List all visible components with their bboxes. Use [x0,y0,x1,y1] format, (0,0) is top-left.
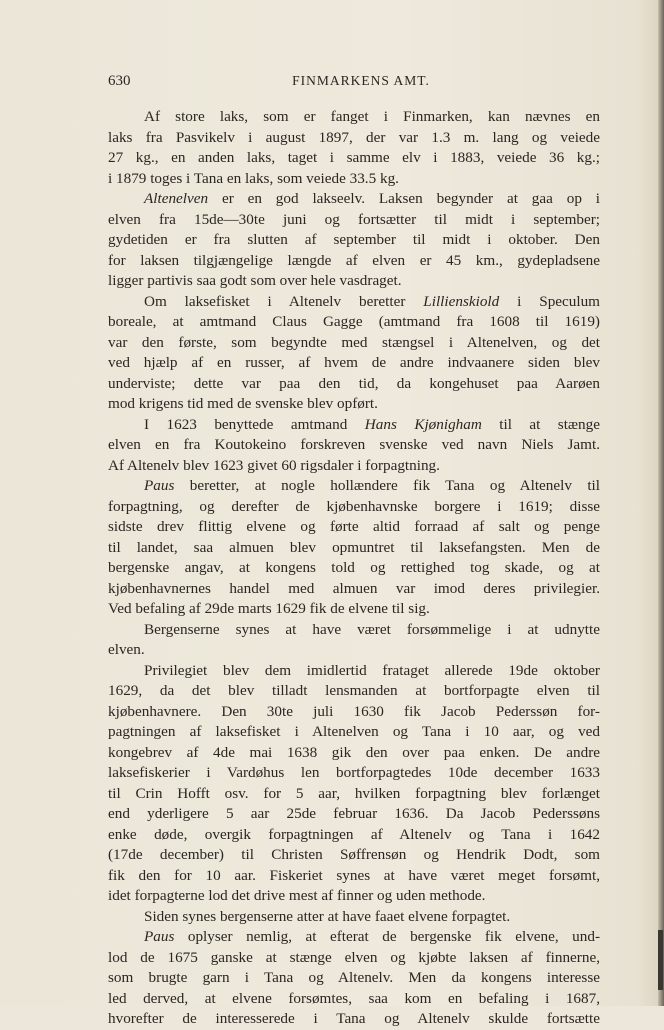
text-line: fik den for 10 aar. Fiskeriet synes at have været meget forsømt, [108,866,600,884]
text-segment: oplyser nemlig, at efterat de bergenske fik elvene, und- [174,928,600,945]
text-line: kjøbenhavnere. Den 30te juli 1630 fik Jacob Pederssøn for- [108,702,600,720]
text-line: elven. [108,641,145,658]
text-line: mod krigens tid med de svenske blev opført. [108,395,378,412]
text-line: elven en fra Koutokeino forskreven svenske ved navn Niels Jamt. [108,436,600,453]
page-header [108,73,600,93]
page-number: 630 [108,73,131,89]
text-line [108,927,600,948]
text-segment: Om laksefisket i Altenelv beretter [144,292,424,310]
text-line: Bergenserne synes at have været forsømmelige i at udnytte [144,620,600,638]
text-line [108,415,600,436]
text-line: lod de 1675 ganske at stænge elven og kjøbte laksen af finnerne, [108,948,600,966]
text-line: led derved, at elvene forsømtes, saa kom en befaling i 1687, [108,989,600,1007]
text-line: var den første, som begyndte med stængsel i Altenelven, og det [108,333,600,351]
text-line: i 1879 toges i Tana en laks, som veiede 33.5 kg. [108,169,399,187]
text-segment: er en god lakseelv. Laksen begynder at gaa op i [208,190,600,207]
body-text [108,107,600,1030]
text-line: for laksen tilgjængelige længde af elven er 45 km., gydepladsene [108,251,600,269]
running-title: FINMARKENS AMT. [292,73,430,88]
text-line: underviste; dette var paa den tid, da kongehuset paa Aarøen [108,374,600,392]
page-edge-mark [658,930,663,990]
page-edge [658,0,664,1006]
text-line: gydetiden er fra slutten af september til midt i oktober. Den [108,231,600,248]
text-line: elven fra 15de—30te juni og fortsætter til midt i september; [108,210,600,228]
text-line: idet forpagterne lod det drive mest af finner og uden methode. [108,887,486,904]
text-line: laksefiskerier i Vardøhus len bortforpagtedes 10de december 1633 [108,764,600,781]
text-line: Af Altenelv blev 1623 givet 60 rigsdaler i forpagtning. [108,456,440,474]
text-line: laks fra Pasvikelv i august 1897, der var 1.3 m. lang og veiede [108,128,600,146]
text-line: enke døde, overgik forpagtningen af Altenelv og Tana i 1642 [108,825,600,843]
text-line: 27 kg., en anden laks, taget i samme elv i 1883, veiede 36 kg.; [108,149,600,166]
italic-name: Hans Kjønigham [364,415,482,433]
text-line: Privilegiet blev dem imidlertid frataget allerede 19de oktober [144,661,600,679]
text-line: pagtningen af laksefisket i Altenelven og Tana i 10 aar, og ved [108,723,600,740]
text-line: Af store laks, som er fanget i Finmarken, kan nævnes en [144,108,600,125]
italic-name: Altenelven [144,190,209,207]
text-line [108,189,600,210]
text-line: 1629, da det blev tilladt lensmanden at bortforpagte elven til [108,682,600,699]
text-line [108,476,600,497]
text-line: Ved befaling af 29de marts 1629 fik de elvene til sig. [108,600,430,617]
text-line: kongebrev af 4de mai 1638 gik den over paa enken. De andre [108,743,600,761]
text-line: Siden synes bergenserne atter at have faaet elvene forpagtet. [144,907,511,925]
italic-name: Paus [144,477,175,494]
text-line: ligger partivis saa godt som over hele vasdraget. [108,272,402,289]
text-line: (17de december) til Christen Søffrensøn og Hendrik Dodt, som [108,846,600,863]
text-line: hvorefter de interesserede i Tana og Altenelv skulde fortsætte [108,1010,600,1027]
text-segment: til at stænge [481,415,600,433]
text-segment: I 1623 benyttede amtmand [144,415,365,433]
text-segment: beretter, at nogle hollændere fik Tana og Altenelv til [174,477,600,494]
text-line: til Crin Hofft osv. for 5 aar, hvilken forpagtning blev forlænget [108,784,600,802]
italic-name: Paus [144,928,175,945]
text-line: boreale, at amtmand Claus Gagge (amtmand fra 1608 til 1619) [108,313,600,330]
text-line: bergenske angav, at kongens told og rettighed tog skade, og at [108,559,600,576]
text-line: sidste drev flittig elvene og førte altid forraad af salt og penge [108,518,600,535]
text-line [108,292,600,313]
text-line: kjøbenhavnernes handel med almuen var imod deres privilegier. [108,579,600,597]
text-line: til landet, saa almuen blev opmuntret til laksefangsten. Men de [108,538,600,556]
text-line: end yderligere 5 aar 25de februar 1636. Da Jacob Pederssøns [108,805,600,822]
text-segment: i Speculum [499,292,601,310]
text-line: ved hjælp af en russer, af hvem de andre indvaanere siden blev [108,354,600,371]
italic-name: Lillienskiold [423,292,500,310]
text-line: som brugte garn i Tana og Altenelv. Men da kongens interesse [108,969,600,986]
text-line: forpagtning, og derefter de kjøbenhavnske borgere i 1619; disse [108,497,600,515]
